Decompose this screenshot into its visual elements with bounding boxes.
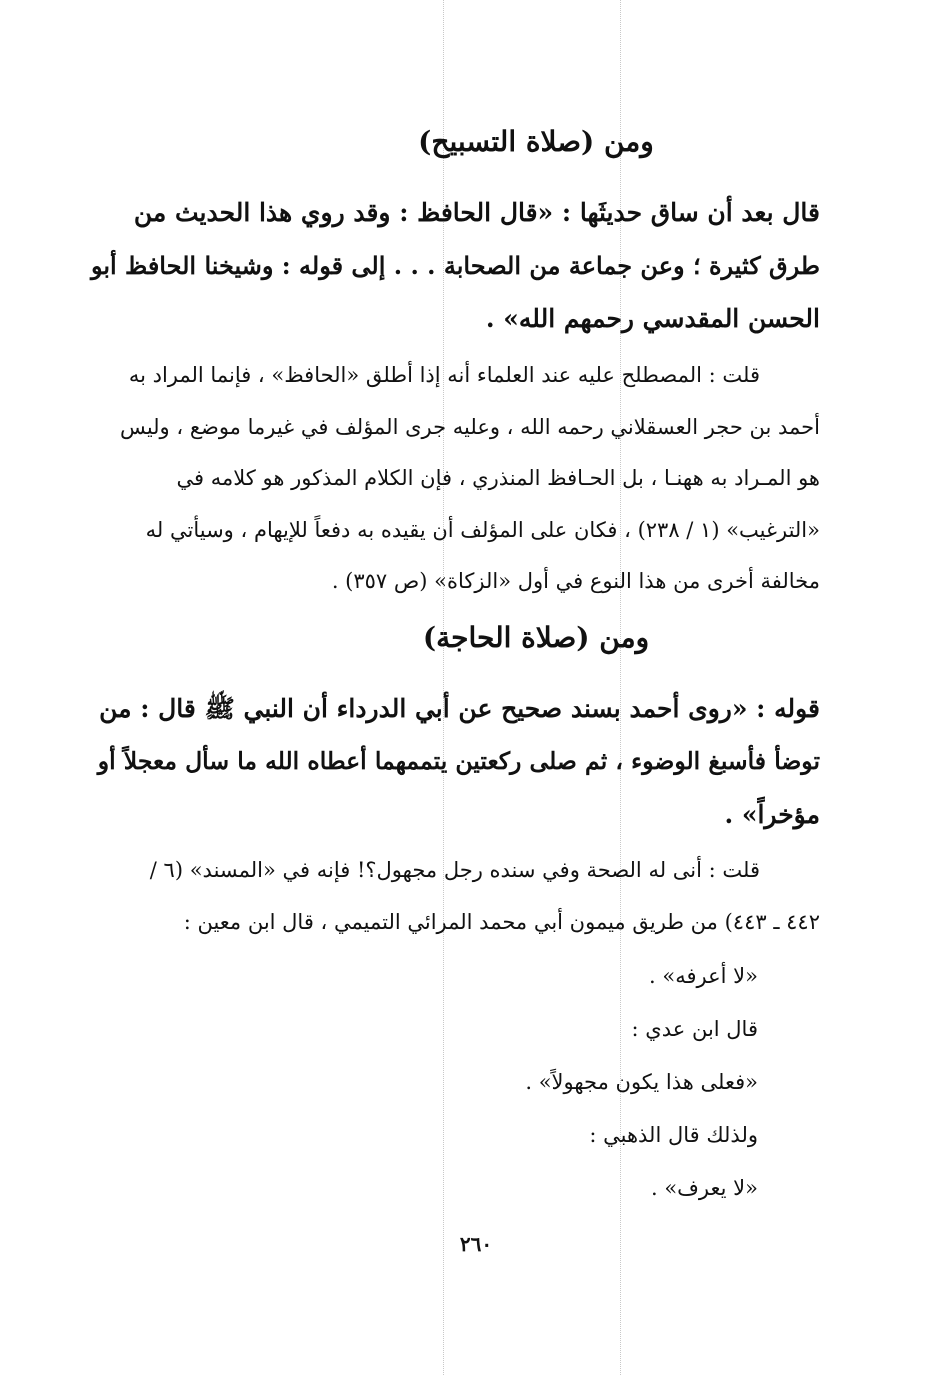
quotations-list bbox=[525, 950, 758, 1215]
text-line: طرق كثيرة ؛ وعن جماعة من الصحابة . . . إلى قوله : وشيخنا الحافظ أبو bbox=[90, 251, 820, 280]
section-heading-tasbih: ومن (صلاة التسبيح) bbox=[418, 125, 654, 158]
quoted-paragraph-hajah bbox=[84, 682, 820, 841]
commentary-paragraph-tasbih bbox=[84, 350, 820, 608]
page-number: ٢٦٠ bbox=[459, 1232, 493, 1256]
text-line: قلت : أنى له الصحة وفي سنده رجل مجهول؟! فإنه في «المسند» (٦ / bbox=[149, 858, 760, 882]
text-line: «الترغيب» (١ / ٢٣٨) ، فكان على المؤلف أن يقيده به دفعاً للإيهام ، وسيأتي له bbox=[145, 517, 820, 542]
commentary-paragraph-hajah bbox=[84, 845, 820, 948]
quote-line: قال ابن عدي : bbox=[631, 1017, 758, 1041]
text-line: هو المـراد به ههنـا ، بل الحـافظ المنذري ، فإن الكلام المذكور هو كلامه في bbox=[176, 466, 820, 490]
text-line: مؤخراً» . bbox=[724, 800, 820, 829]
text-line: قلت : المصطلح عليه عند العلماء أنه إذا أطلق «الحافظ» ، فإنما المراد به bbox=[128, 363, 760, 387]
text-line: مخالفة أخرى من هذا النوع في أول «الزكاة» (ص ٣٥٧) . bbox=[331, 569, 820, 593]
section-heading-hajah: ومن (صلاة الحاجة) bbox=[422, 621, 650, 654]
quote-line: ولذلك قال الذهبي : bbox=[589, 1123, 758, 1147]
text-line: ٤٤٢ ـ ٤٤٣) من طريق ميمون أبي محمد المرائي التميمي ، قال ابن معين : bbox=[183, 909, 820, 934]
text-line: أحمد بن حجر العسقلاني رحمه الله ، وعليه جرى المؤلف في غيرما موضع ، وليس bbox=[120, 414, 820, 439]
text-line: توضأ فأسبغ الوضوء ، ثم صلى ركعتين يتممهما أعطاه الله ما سأل معجلاً أو bbox=[97, 747, 820, 775]
quoted-paragraph-tasbih bbox=[84, 186, 820, 345]
quote-line: «لا أعرفه» . bbox=[649, 964, 758, 988]
text-line: قوله : «روى أحمد بسند صحيح عن أبي الدرداء أن النبي ﷺ قال : من bbox=[99, 694, 820, 723]
quote-line: «لا يعرف» . bbox=[650, 1176, 758, 1200]
quote-line: «فعلى هذا يكون مجهولاً» . bbox=[525, 1070, 758, 1094]
text-line: قال بعد أن ساق حديثَها : «قال الحافظ : وقد روي هذا الحديث من bbox=[133, 198, 820, 227]
text-line: الحسن المقدسي رحمهم الله» . bbox=[485, 304, 820, 333]
